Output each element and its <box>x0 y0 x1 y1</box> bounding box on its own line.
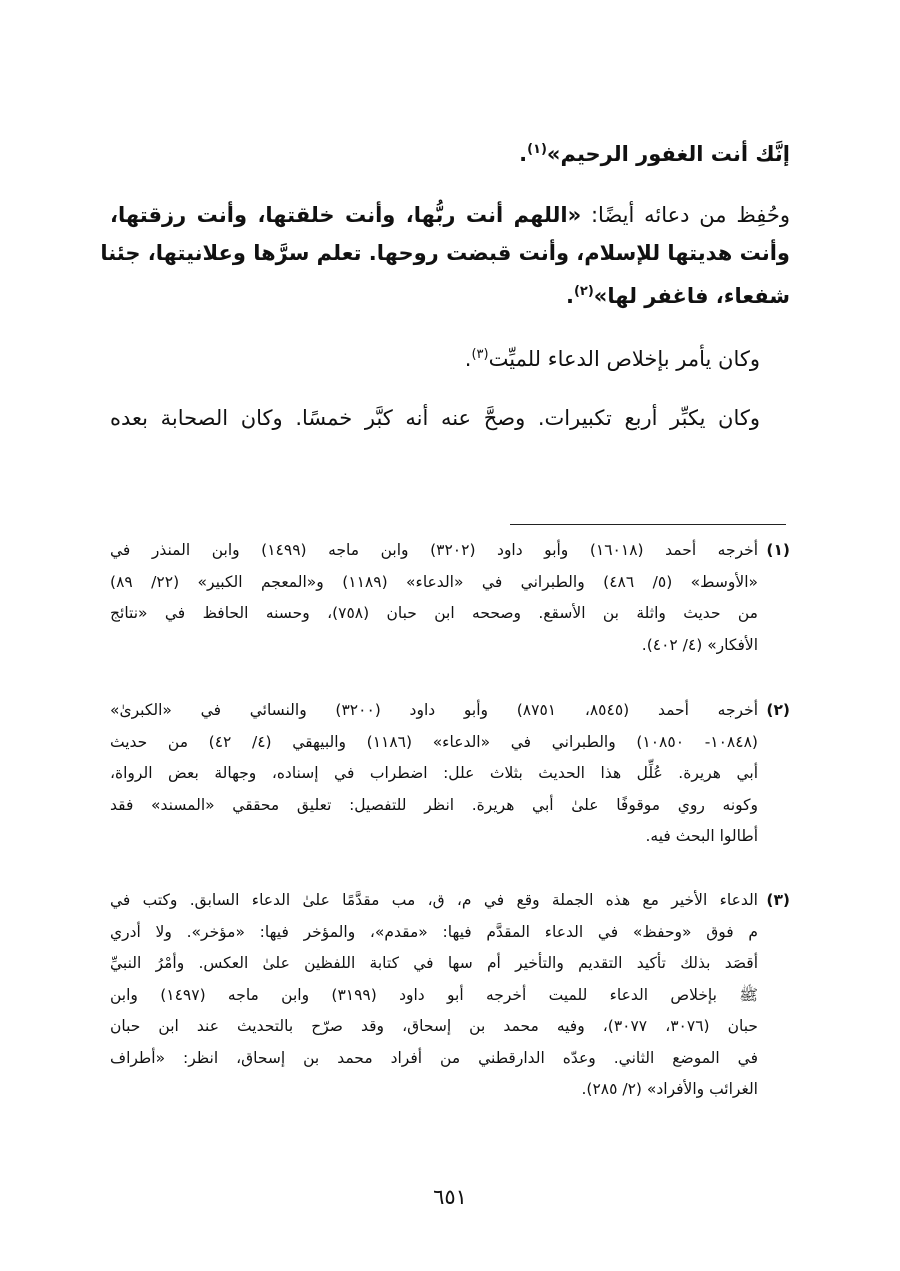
footnote-ref[interactable]: (١) <box>527 142 547 157</box>
main-line-1 <box>110 133 790 167</box>
footnote-number: (٣) <box>766 891 790 909</box>
footnote-separator <box>510 524 786 525</box>
line-end: . <box>464 347 472 371</box>
footnote-line: حبان (٣٠٧٦، ٣٠٧٧)، وفيه محمد بن إسحاق، وقد صرّح بالتحديث عند ابن حبان <box>110 1017 759 1035</box>
quoted-dua: «اللهم أنت ربُّها، وأنت خلقتها، وأنت رزقتها، <box>110 203 582 227</box>
line-end: . <box>519 142 528 166</box>
page-number: ٦٥١ <box>433 1185 467 1209</box>
footnote-line: الدعاء الأخير مع هذه الجملة وقع في م، ق، مب مقدَّمًا علىٰ الدعاء السابق. وكتب في <box>110 891 758 909</box>
footnote-line: أخرجه أحمد (١٦٠١٨) وأبو داود (٣٢٠٢) وابن ماجه (١٤٩٩) وابن المنذر في <box>110 541 759 559</box>
footnote-line: الأفكار» (٤/ ٤٠٢). <box>641 635 758 654</box>
main-line-2 <box>110 198 790 232</box>
footnote-line: (١٠٨٤٨- ١٠٨٥٠) والطبراني في «الدعاء» (١١٨٦) والبيهقي (٤/ ٤٢) من حديث <box>110 732 758 751</box>
footnote-line: في الموضع الثاني. وعدّه الدارقطني من أفراد محمد بن إسحاق، انظر: «أطراف <box>110 1048 758 1067</box>
line-text: وحُفِظ من دعائه أيضًا: <box>581 203 790 227</box>
footnote-line: الغرائب والأفراد» (٢/ ٢٨٥). <box>581 1080 758 1098</box>
footnote-line: أبي هريرة. عُلِّل هذا الحديث بثلاث علل: اضطراب في إسناده، وجهالة بعض الرواة، <box>110 764 758 782</box>
line-text: شفعاء، فاغفر لها» <box>593 284 790 308</box>
main-line-4 <box>110 275 790 309</box>
footnote-line: ﷺ بإخلاص الدعاء للميت أخرجه أبو داود (٣١٩٩) وابن ماجه (١٤٩٧) وابن <box>110 985 758 1004</box>
footnote-line: م فوق «وحفظ» في الدعاء المقدَّم فيها: «مقدم»، والمؤخر فيها: «مؤخر». ولا أدري <box>110 922 758 941</box>
main-line-6: وكان يكبِّر أربع تكبيرات. وصحَّ عنه أنه كبَّر خمسًا. وكان الصحابة بعده <box>110 406 760 430</box>
footnote-line: أقصَد بذلك تأكيد التقديم والتأخير أم سها في كتابة اللفظين علىٰ العكس. وأمْرُ النبيِّ <box>110 954 758 972</box>
footnote-line: وكونه روي موقوفًا علىٰ أبي هريرة. انظر للتفصيل: تعليق محققي «المسند» فقد <box>110 795 758 814</box>
line-text: وكان يأمر بإخلاص الدعاء للميِّت <box>488 347 760 371</box>
line-text: إنَّك أنت الغفور الرحيم» <box>546 142 790 166</box>
footnote-ref[interactable]: (٢) <box>573 284 594 299</box>
footnote-line: أخرجه أحمد (٨٥٤٥، ٨٧٥١) وأبو داود (٣٢٠٠) والنسائي في «الكبرىٰ» <box>110 701 759 719</box>
footnote-number: (١) <box>766 541 790 559</box>
footnote-line: أطالوا البحث فيه. <box>645 827 758 845</box>
main-line-3: وأنت هديتها للإسلام، وأنت قبضت روحها. تعلم سرَّها وعلانيتها، جئنا <box>100 241 790 265</box>
footnote-line: «الأوسط» (٥/ ٤٨٦) والطبراني في «الدعاء» (١١٨٩) و«المعجم الكبير» (٢٢/ ٨٩) <box>110 572 758 591</box>
line-end: . <box>565 284 574 308</box>
main-line-5 <box>110 338 760 372</box>
footnote-line: من حديث واثلة بن الأسقع. وصححه ابن حبان (٧٥٨)، وحسنه الحافظ في «نتائج <box>110 604 758 622</box>
footnote-number: (٢) <box>766 701 790 719</box>
footnote-ref[interactable]: (٣) <box>471 347 489 362</box>
